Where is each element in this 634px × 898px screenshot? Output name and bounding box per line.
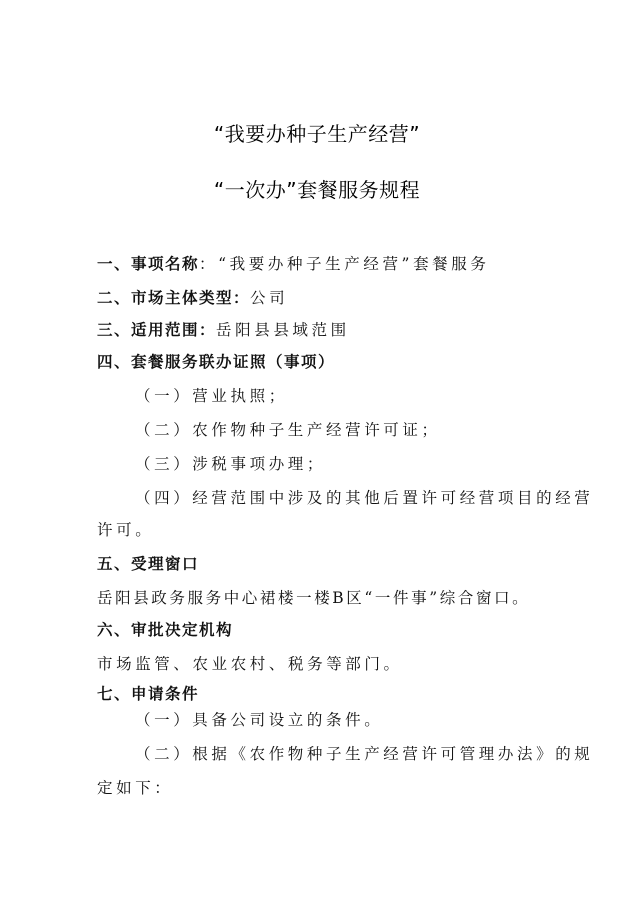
section-6-text: 市场监管、农业农村、税务等部门。 [97, 655, 403, 673]
title-line-2: “一次办”套餐服务规程 [213, 178, 421, 202]
section-3-text: 岳阳县县域范围 [216, 321, 350, 339]
section-4-item-4: （四）经营范围中涉及的其他后置许可经营项目的经营 [135, 489, 594, 507]
section-1 [97, 252, 489, 274]
section-7-item-2-cont: 定如下： [97, 779, 174, 797]
section-1-text: ：“我要办种子生产经营”套餐服务 [199, 255, 490, 273]
section-5-text: 岳阳县政务服务中心裙楼一楼B区“一件事”综合窗口。 [97, 589, 531, 607]
section-4-item-3: （三）涉税事项办理； [135, 455, 327, 473]
section-6-heading: 六、审批决定机构 [97, 621, 234, 639]
section-3-heading: 三、适用范围： [97, 321, 217, 339]
section-7-heading: 七、申请条件 [97, 685, 200, 703]
section-2 [97, 286, 288, 308]
section-2-text: 公司 [250, 289, 289, 307]
section-4-heading: 四、套餐服务联办证照（事项） [97, 353, 336, 371]
section-4-item-2: （二）农作物种子生产经营许可证； [135, 421, 441, 439]
section-5-heading: 五、受理窗口 [97, 555, 200, 573]
title-line-1: “我要办种子生产经营” [213, 122, 421, 146]
section-4-item-4-cont: 许可。 [97, 521, 155, 539]
section-3 [97, 318, 350, 340]
section-7-item-1: （一）具备公司设立的条件。 [135, 711, 384, 729]
section-1-heading: 一、事项名称 [97, 255, 200, 273]
section-2-heading: 二、市场主体类型： [97, 289, 251, 307]
section-4-item-1: （一）营业执照； [135, 387, 288, 405]
section-7-item-2: （二）根据《农作物种子生产经营许可管理办法》的规 [135, 745, 594, 763]
